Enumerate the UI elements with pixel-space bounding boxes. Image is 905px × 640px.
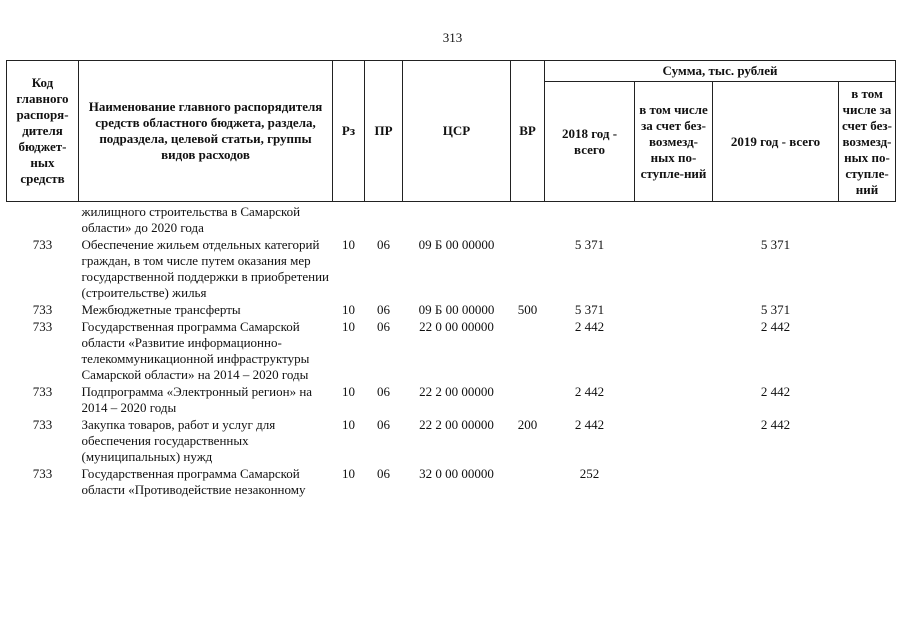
cell-2019-grants [839, 301, 896, 318]
table-row [7, 301, 896, 318]
header-rz: Рз [333, 61, 365, 202]
cell-2019-grants [839, 318, 896, 383]
cell-name: Государственная программа Самарской области «Противодействие незаконному [81, 466, 306, 497]
cell-name: Государственная программа Самарской области «Развитие информационно-телекоммуникационной инфраструктуры Самарской области» на 2014 – 2020 годы [81, 319, 310, 382]
cell-csr: 22 2 00 00000 [419, 384, 494, 399]
cell-pr: 06 [377, 319, 390, 334]
cell-vr: 500 [517, 302, 538, 317]
cell-pr: 06 [377, 417, 390, 432]
cell-2018-grants [635, 383, 713, 416]
cell-pr: 06 [377, 237, 390, 252]
cell-csr [403, 202, 511, 237]
table-row [7, 465, 896, 498]
cell-vr: 200 [517, 417, 538, 432]
cell-pr: 06 [377, 302, 390, 317]
cell-2018-grants [635, 236, 713, 301]
cell-code [7, 202, 79, 237]
budget-table [6, 60, 896, 498]
cell-2018-grants [635, 465, 713, 498]
cell-2018-total: 5 371 [574, 237, 605, 252]
cell-vr [511, 202, 545, 237]
table-row [7, 416, 896, 465]
cell-code: 733 [32, 417, 53, 432]
header-2019-grants: в том числе за счет без-возмезд-ных по-ступле-ний [839, 82, 896, 202]
header-code: Код главного распоря-дителя бюджет-ных средств [7, 61, 79, 202]
cell-2019-total [713, 465, 839, 498]
cell-rz: 10 [342, 302, 355, 317]
cell-vr [511, 236, 545, 301]
cell-2019-total [713, 202, 839, 237]
cell-name: Закупка товаров, работ и услуг для обеспечения государственных (муниципальных) нужд [81, 417, 276, 464]
cell-code: 733 [32, 237, 53, 252]
cell-2018-total: 252 [579, 466, 600, 481]
header-name: Наименование главного распорядителя средств областного бюджета, раздела, подраздела, целевой статьи, группы видов расходов [79, 61, 333, 202]
page-number: 313 [442, 30, 463, 45]
cell-2018-total [545, 202, 635, 237]
cell-2019-grants [839, 383, 896, 416]
cell-code: 733 [32, 466, 53, 481]
cell-2019-grants [839, 236, 896, 301]
cell-code: 733 [32, 384, 53, 399]
cell-vr [511, 383, 545, 416]
cell-pr: 06 [377, 466, 390, 481]
cell-vr [511, 465, 545, 498]
budget-table-wrapper [6, 60, 895, 498]
cell-name: Обеспечение жильем отдельных категорий граждан, в том числе путем оказания мер государственной поддержки в приобретении (строительстве) жилья [81, 237, 329, 300]
cell-2018-total: 2 442 [574, 384, 605, 399]
header-2019-total: 2019 год - всего [713, 82, 839, 202]
cell-2018-total: 2 442 [574, 417, 605, 432]
cell-2019-total: 2 442 [760, 417, 791, 432]
cell-2018-total: 5 371 [574, 302, 605, 317]
cell-2018-grants [635, 416, 713, 465]
header-vr: ВР [511, 61, 545, 202]
cell-2019-total: 2 442 [760, 319, 791, 334]
cell-csr: 22 2 00 00000 [419, 417, 494, 432]
cell-csr: 32 0 00 00000 [419, 466, 494, 481]
cell-rz: 10 [342, 466, 355, 481]
cell-rz: 10 [342, 417, 355, 432]
header-csr: ЦСР [403, 61, 511, 202]
table-row [7, 202, 896, 237]
cell-2019-grants [839, 465, 896, 498]
header-sum: Сумма, тыс. рублей [545, 61, 896, 82]
cell-2019-total: 2 442 [760, 384, 791, 399]
cell-2018-grants [635, 318, 713, 383]
table-header [7, 61, 896, 202]
cell-code: 733 [32, 302, 53, 317]
cell-2019-total: 5 371 [760, 237, 791, 252]
cell-csr: 09 Б 00 00000 [418, 237, 495, 252]
header-pr: ПР [365, 61, 403, 202]
table-row [7, 318, 896, 383]
cell-2019-grants [839, 202, 896, 237]
table-row [7, 383, 896, 416]
table-row [7, 236, 896, 301]
header-2018-grants: в том числе за счет без-возмезд-ных по-ступле-ний [635, 82, 713, 202]
cell-name: жилищного строительства в Самарской области» до 2020 года [81, 204, 301, 235]
cell-pr: 06 [377, 384, 390, 399]
cell-vr [511, 318, 545, 383]
cell-2019-total: 5 371 [760, 302, 791, 317]
header-2018-total: 2018 год - всего [545, 82, 635, 202]
cell-2019-grants [839, 416, 896, 465]
cell-rz: 10 [342, 384, 355, 399]
cell-csr: 22 0 00 00000 [419, 319, 494, 334]
cell-name: Подпрограмма «Электронный регион» на 2014 – 2020 годы [81, 384, 313, 415]
cell-pr [365, 202, 403, 237]
cell-2018-total: 2 442 [574, 319, 605, 334]
table-body [7, 202, 896, 499]
cell-name: Межбюджетные трансферты [81, 302, 241, 317]
cell-rz: 10 [342, 237, 355, 252]
cell-2018-grants [635, 301, 713, 318]
cell-csr: 09 Б 00 00000 [418, 302, 495, 317]
cell-rz: 10 [342, 319, 355, 334]
cell-2018-grants [635, 202, 713, 237]
cell-rz [333, 202, 365, 237]
cell-code: 733 [32, 319, 53, 334]
